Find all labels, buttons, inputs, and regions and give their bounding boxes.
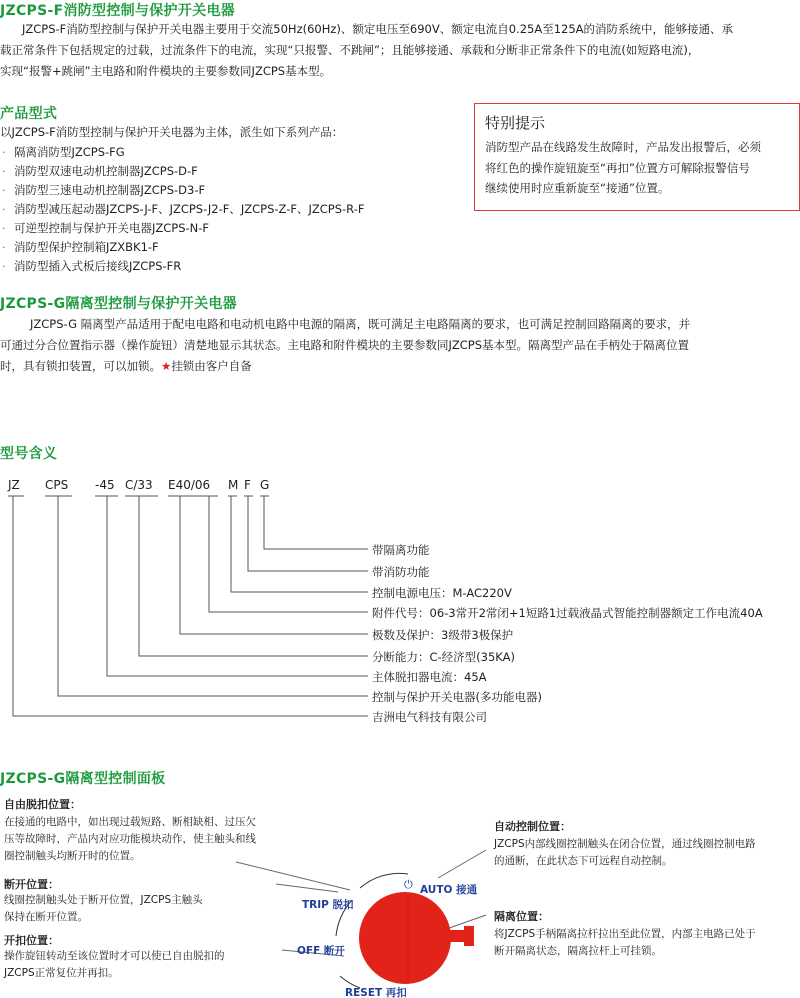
meaning-control-voltage: 控制电源电压：M-AC220V	[372, 586, 512, 600]
meaning-trip-current: 主体脱扣器电流：45A	[372, 670, 487, 684]
bullet-icon: ·	[2, 184, 6, 197]
isolation-rod-tip[interactable]	[464, 926, 474, 946]
auto-description: 自动控制位置： JZCPS内部线圈控制触头在闭合位置，通过线圈控制电路 的通断，在此状态下可远程自动控制。	[494, 818, 800, 870]
isolate-title: 隔离位置：	[494, 910, 549, 923]
bullet-icon: ·	[2, 203, 6, 216]
reset-description: 开扣位置： 操作旋钮转动至该位置时才可以使已自由脱扣的 JZCPS正常复位并再扣。	[4, 932, 284, 982]
off-description: 断开位置： 线圈控制触头处于断开位置，JZCPS主触头 保持在断开位置。	[4, 876, 264, 926]
notice-line: 将红色的操作旋钮旋至“再扣”位置方可解除报警信号	[485, 160, 750, 175]
list-item: · 可逆型控制与保护开关电器JZCPS-N-F	[0, 219, 364, 238]
product-types-list	[0, 143, 364, 276]
desc-line: JZCPS-F消防型控制与保护开关电器主要用于交流50Hz(60Hz)、额定电压至690V、额定电流自0.25A至125A的消防系统中，能够接通、承	[22, 22, 734, 36]
code-segment-cps: CPS	[45, 478, 69, 492]
list-item: · 消防型双速电动机控制器JZCPS-D-F	[0, 162, 364, 181]
bullet-icon: ·	[2, 165, 6, 178]
off-label: OFF 断开	[297, 945, 345, 957]
isolate-description: 隔离位置： 将JZCPS手柄隔离拉杆拉出至此位置，内部主电路已处于 断开隔离状态，隔离拉杆上可挂锁。	[494, 908, 800, 960]
meaning-isolation: 带隔离功能	[372, 543, 430, 557]
code-segment-voltage: M	[228, 478, 239, 492]
list-item: · 隔离消防型JZCPS-FG	[0, 143, 364, 162]
isolation-type-description	[0, 314, 800, 377]
free-trip-description: 自由脱扣位置： 在接通的电路中，如出现过载短路、断相缺相、过压欠 压等故障时，产品内对应功能模块动作，使主触头和线 圈控制触头均断开时的位置。	[4, 796, 344, 865]
list-item: · 消防型保护控制箱JZXBK1-F	[0, 238, 364, 257]
desc-line: 实现“报警+跳闸”主电路和附件模块的主要参数同JZCPS基本型。	[0, 64, 332, 78]
code-segment-jz: JZ	[8, 478, 20, 492]
fire-type-description	[0, 19, 800, 82]
notice-line: 继续使用时应重新旋至“接通”位置。	[485, 181, 670, 195]
scale-arc	[360, 873, 408, 888]
free-trip-title: 自由脱扣位置：	[4, 798, 81, 811]
section-title-isolation-type: JZCPS-G隔离型控制与保护开关电器	[0, 296, 237, 312]
knob-body[interactable]	[359, 892, 451, 984]
bullet-icon: ·	[2, 241, 6, 254]
code-segment-fire: F	[244, 478, 251, 492]
star-icon: ★	[161, 359, 172, 373]
notice-line: 消防型产品在线路发生故障时，产品发出报警后，必须	[485, 140, 761, 154]
desc-line: JZCPS-G 隔离型产品适用于配电电路和电动机电路中电源的隔离，既可满足主电路隔离的要求，也可满足控制回路隔离的要求，并	[30, 317, 691, 331]
list-item: · 消防型插入式板后接线JZCPS-FR	[0, 257, 364, 276]
bullet-icon: ·	[2, 146, 6, 159]
meaning-product: 控制与保护开关电器(多功能电器)	[372, 690, 542, 704]
desc-line: 时，具有锁扣装置，可以加锁。★挂锁由客户自备	[0, 359, 252, 373]
reset-title: 开扣位置：	[4, 934, 59, 947]
meaning-breaking-capacity: 分断能力：C-经济型(35KA)	[372, 650, 515, 664]
section-title-fire-type: JZCPS-F消防型控制与保护开关电器	[0, 3, 236, 19]
product-types-intro: 以JZCPS-F消防型控制与保护开关电器为主体，派生如下系列产品：	[0, 125, 344, 139]
list-item: · 消防型三速电动机控制器JZCPS-D3-F	[0, 181, 364, 200]
special-notice-box	[474, 103, 800, 211]
notice-title: 特别提示	[485, 114, 546, 132]
section-title-model-meaning: 型号含义	[0, 446, 58, 462]
power-icon: ⏻	[404, 878, 413, 891]
bullet-icon: ·	[2, 260, 6, 273]
off-title: 断开位置：	[4, 878, 59, 891]
bullet-icon: ·	[2, 222, 6, 235]
code-segment-breaking: C/33	[125, 478, 153, 492]
meaning-accessory: 附件代号：06-3常开2常闭+1短路1过载液晶式智能控制器额定工作电流40A	[372, 606, 763, 620]
meaning-fire: 带消防功能	[372, 565, 430, 579]
code-segment-current: -45	[95, 478, 115, 492]
list-item: · 消防型减压起动器JZCPS-J-F、JZCPS-J2-F、JZCPS-Z-F、JZCPS-R-F	[0, 200, 364, 219]
desc-line: 载正常条件下包括规定的过载，过流条件下的电流，实现“只报警、不跳闸”；且能够接通、承载和分断非正常条件下的电流(如短路电流)，	[0, 43, 700, 57]
auto-label: AUTO 接通	[420, 884, 478, 896]
meaning-poles: 极数及保护：3级带3极保护	[372, 628, 514, 642]
section-title-control-panel: JZCPS-G隔离型控制面板	[0, 771, 166, 787]
trip-label: TRIP 脱扣	[302, 899, 354, 911]
desc-line: 可通过分合位置指示器（操作旋钮）清楚地显示其状态。主电路和附件模块的主要参数同JZCPS基本型。隔离型产品在手柄处于隔离位置	[0, 338, 690, 352]
code-segment-accessory: E40/06	[168, 478, 211, 492]
model-code-leader-lines	[0, 490, 380, 730]
code-segment-isolation: G	[260, 478, 270, 492]
auto-title: 自动控制位置：	[494, 820, 571, 833]
meaning-company: 吉洲电气科技有限公司	[372, 710, 487, 724]
reset-label: RESET 再扣	[345, 987, 407, 998]
section-title-product-types: 产品型式	[0, 106, 58, 122]
